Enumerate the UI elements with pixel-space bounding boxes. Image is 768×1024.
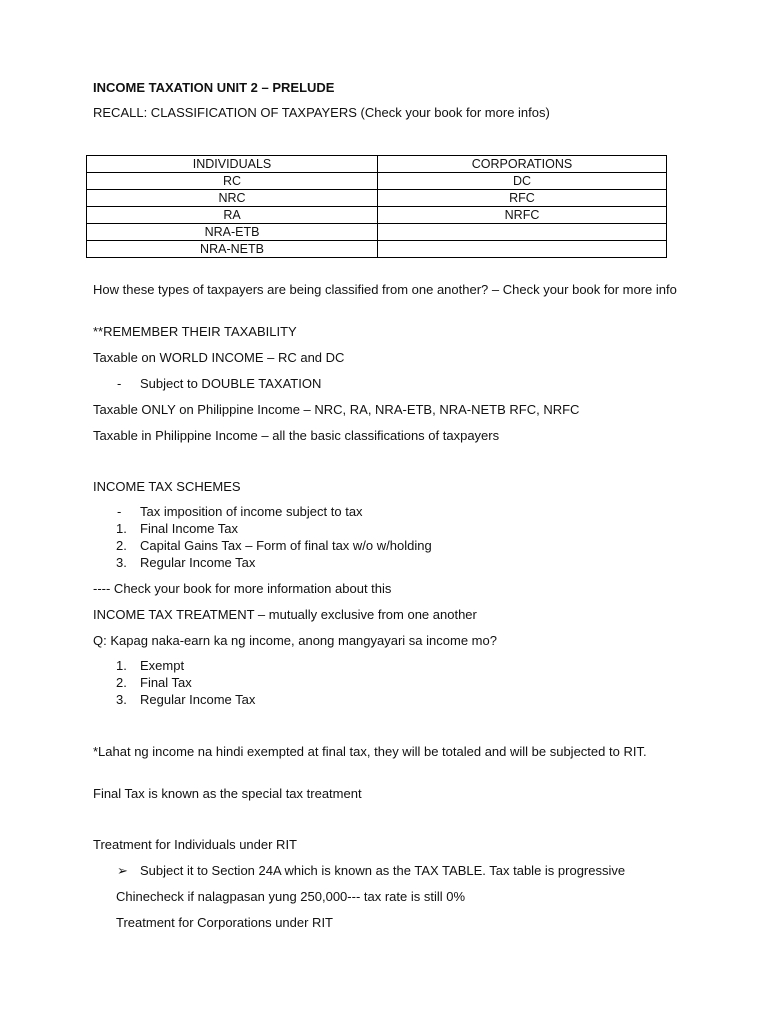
list-number: 2. xyxy=(116,538,127,553)
list-number: 1. xyxy=(116,521,127,536)
remember-line: **REMEMBER THEIR TAXABILITY xyxy=(93,324,297,339)
table-cell xyxy=(378,224,667,241)
table-cell xyxy=(378,241,667,258)
list-number: 1. xyxy=(116,658,127,673)
table-cell: NRA-NETB xyxy=(87,241,378,258)
list-item: Regular Income Tax xyxy=(140,555,256,570)
scheme-dash-item: Tax imposition of income subject to tax xyxy=(140,504,363,519)
table-row xyxy=(87,173,667,190)
document-title: INCOME TAXATION UNIT 2 – PRELUDE xyxy=(93,80,335,95)
world-income-line: Taxable on WORLD INCOME – RC and DC xyxy=(93,350,345,365)
individuals-rit-heading: Treatment for Individuals under RIT xyxy=(93,837,297,852)
special-treatment-line: Final Tax is known as the special tax treatment xyxy=(93,786,362,801)
table-cell: NRFC xyxy=(378,207,667,224)
table-header-individuals: INDIVIDUALS xyxy=(87,156,378,173)
list-number: 3. xyxy=(116,555,127,570)
income-question: Q: Kapag naka-earn ka ng income, anong mangyayari sa income mo? xyxy=(93,633,497,648)
recall-line: RECALL: CLASSIFICATION OF TAXPAYERS (Check your book for more infos) xyxy=(93,105,550,120)
table-cell: RA xyxy=(87,207,378,224)
table-cell: DC xyxy=(378,173,667,190)
philippine-only-line: Taxable ONLY on Philippine Income – NRC, RA, NRA-ETB, NRA-NETB RFC, NRFC xyxy=(93,402,580,417)
table-row xyxy=(87,207,667,224)
chinecheck-line: Chinecheck if nalagpasan yung 250,000--- tax rate is still 0% xyxy=(116,889,466,904)
check-book-line: ---- Check your book for more information about this xyxy=(93,581,392,596)
list-item: Exempt xyxy=(140,658,185,673)
double-taxation-line: Subject to DOUBLE TAXATION xyxy=(140,376,322,391)
list-item: Final Income Tax xyxy=(140,521,239,536)
rit-note: *Lahat ng income na hindi exempted at final tax, they will be totaled and will be subjected to RIT. xyxy=(93,744,647,759)
table-row xyxy=(87,224,667,241)
table-header-corporations: CORPORATIONS xyxy=(378,156,667,173)
table-cell: NRA-ETB xyxy=(87,224,378,241)
section-24a-line: Subject it to Section 24A which is known as the TAX TABLE. Tax table is progressive xyxy=(140,863,626,878)
list-item: Final Tax xyxy=(140,675,192,690)
table-cell: RC xyxy=(87,173,378,190)
taxpayer-classification-table xyxy=(86,155,667,258)
list-number: 2. xyxy=(116,675,127,690)
table-row xyxy=(87,241,667,258)
bullet-dash: - xyxy=(117,376,122,391)
corporations-rit-heading: Treatment for Corporations under RIT xyxy=(116,915,333,930)
table-row xyxy=(87,190,667,207)
table-cell: RFC xyxy=(378,190,667,207)
treatment-heading: INCOME TAX TREATMENT – mutually exclusive from one another xyxy=(93,607,477,622)
list-item: Capital Gains Tax – Form of final tax w/o w/holding xyxy=(140,538,432,553)
arrow-bullet-icon: ➢ xyxy=(117,863,128,878)
table-header-row xyxy=(87,156,667,173)
list-number: 3. xyxy=(116,692,127,707)
list-item: Regular Income Tax xyxy=(140,692,256,707)
table-cell: NRC xyxy=(87,190,378,207)
philippine-all-line: Taxable in Philippine Income – all the basic classifications of taxpayers xyxy=(93,428,500,443)
bullet-dash: - xyxy=(117,504,122,519)
schemes-heading: INCOME TAX SCHEMES xyxy=(93,479,241,494)
classification-question: How these types of taxpayers are being classified from one another? – Check your book for more info xyxy=(93,282,677,297)
